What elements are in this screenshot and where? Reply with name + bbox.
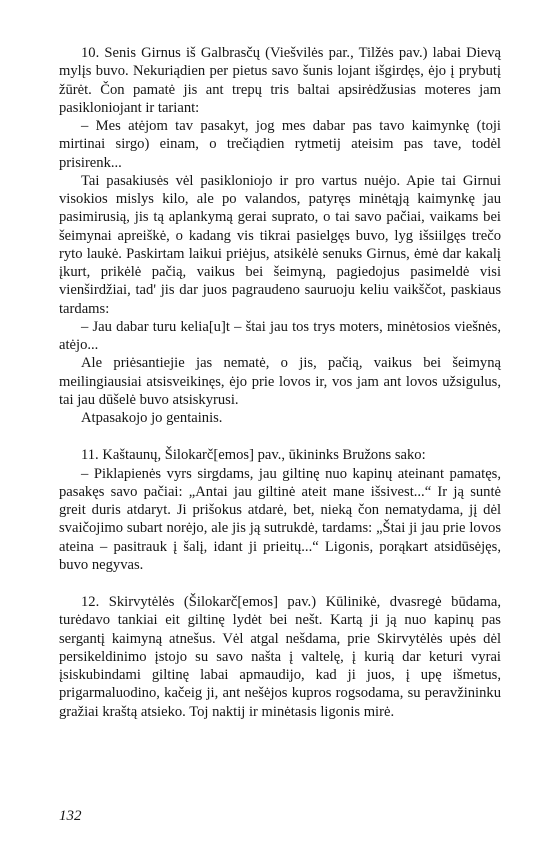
paragraph-story-11-intro: 11. Kaštaunų, Šilokarč[emos] pav., ūkininks Bružons sako: (81, 447, 426, 464)
page-number: 132 (59, 808, 82, 824)
paragraph-story-10-ending: Ale priėsantiejie jas nematė, o jis, pačią, vaikus bei šeimyną meilingiausiai atsisveikinęs, ėjo prie lovos ir, vos jam ant lovos užsigulus, tai jau dūšelė buvo atsiskyrusi. (59, 355, 501, 408)
paragraph-story-11-body: – Piklapienės vyrs sirgdams, jau giltinę nuo kapinų ateinant pamatęs, pasakęs savo pačiai: „Antai jau giltinė ateit mane išsivest...“ Ir ją suntė greit duris atdaryt. Ji prišokus atdarė, bet, nieką čon nematydama, jį dėl svaičojimo subart norėjo, ale jis ją sutrukdė, tardams: „Štai ji jau prie lovos ateina – pasitrauk į šalį, idant ji prieitų...“ Ligonis, porąkart atsidūsėjęs, buvo negyvas. (59, 465, 501, 573)
paragraph-story-12: 12. Skirvytėlės (Šilokarč[emos] pav.) Kūlinikė, dvasregė būdama, turėdavo tankiai eit giltinę lydėt bei nešt. Kartą ji ją nuo kapinų pas sergantį kaimyną atnešus. Vėl atgal nešdama, prie Skirvytėlės upės dėl persikeldinimo įstojo su savo našta į valtelę, į kurią dar keturi vyrai įsiskubindami giltinę labai apmaudijo, kad ji juos, į upę išmetus, prigarmaluodino, kačeig ji, ant nešėjos kupros rogsodama, su peravžininku gražiai kraštą atsieko. Toj naktij ir minėtasis ligonis mirė. (59, 594, 501, 720)
paragraph-story-10-dialog-2: – Jau dabar turu kelia[u]t – štai jau tos trys moters, minėtosios viešnės, atėjo... (59, 318, 501, 353)
paragraph-story-10-source: Atpasakojo jo gentainis. (81, 410, 223, 426)
paragraph-story-10-dialog-1: – Mes atėjom tav pasakyt, jog mes dabar pas tavo kaimynkę (toji mirtinai sirgo) einam, o trečiądien rytmetij ateisim pas tave, todėl prisirenk... (59, 118, 501, 171)
paragraph-story-10-body: Tai pasakiusės vėl pasikloniojo ir pro vartus nuėjo. Apie tai Girnui visokios mislys kilo, ale po valandos, patyręs minėtąją kaimynkę jau pasimirusią, jis tą aplankymą gerai suprato, o tai savo pačiai, vaikams bei šeimynai apreiškė, o kadang vis tikrai pasielgęs buvo, lyg išsiilgęs trečo ryto laukė. Paskirtam laikui priėjus, atsikėlė senuks Girnus, ėmė dar kakalį įkurt, prikėlė pačią, vaikus bei šeimyną, pagiedojus pasimeldė visi vienširdžiai, tad' jis dar juos pagraudeno sauruoju keliu vaikščot, paskiaus tardams: (59, 172, 501, 317)
paragraph-story-10-intro: 10. Senis Girnus iš Galbrasčų (Viešvilės par., Tilžės pav.) labai Dievą mylįs buvo. Nekuriądien per pietus savo šunis lojant išgirdęs, ėjo į prybutį žūrėt. Čon pamatė jis ant trepų tris baltai apsirėdžusias moteres jam pasikloniojant ir tariant: (59, 45, 501, 116)
document-page (59, 44, 501, 721)
